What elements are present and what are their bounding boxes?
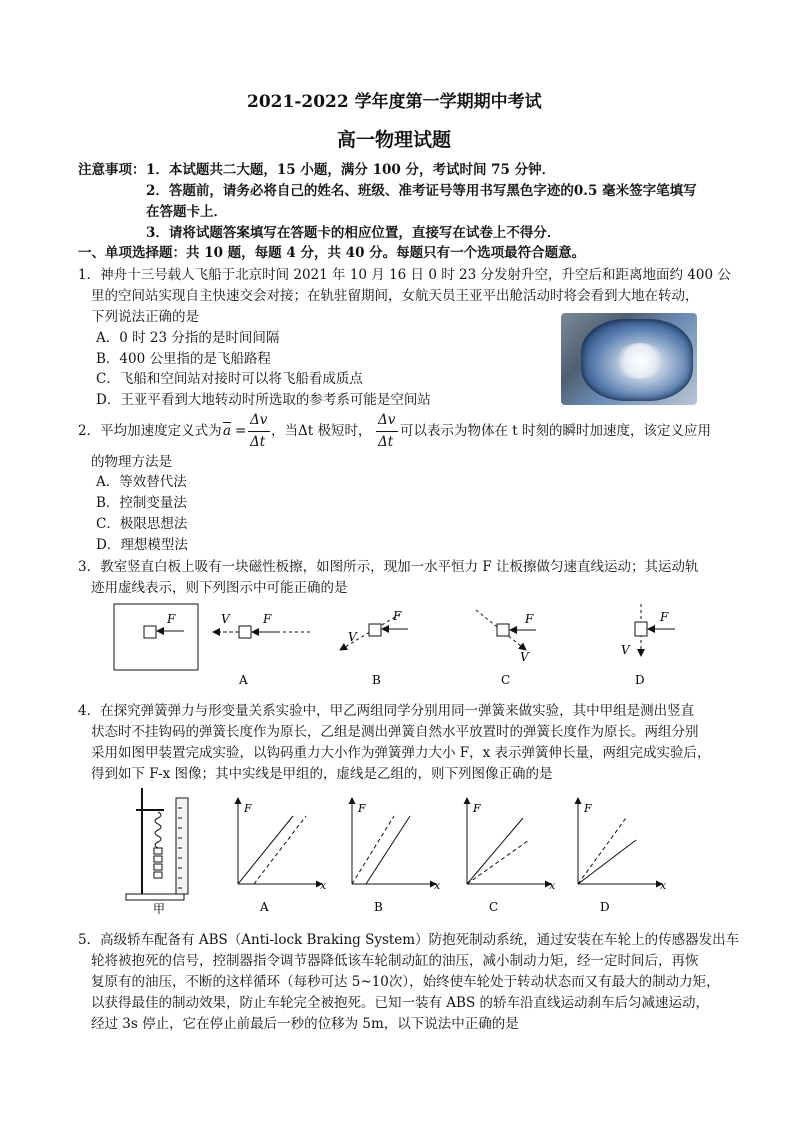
fx-graph-c <box>467 798 556 914</box>
axis-label-f: F <box>584 802 592 815</box>
solid-line-jia <box>238 816 293 884</box>
q4-line-1: 4．在探究弹簧弹力与形变量关系实验中，甲乙两组同学分别用同一弹簧来做实验，其中甲组是测出竖直 <box>78 703 695 719</box>
spring-apparatus <box>126 788 188 900</box>
cloud-patch <box>616 343 664 379</box>
solid-line-jia <box>366 816 410 884</box>
q2-prefix: 2．平均加速度定义式为 <box>78 423 222 439</box>
q5-line-2: 轮将被抱死的信号，控制器指令调节器降低该车轮制动缸的油压，减小制动力矩，经一定时间后，再恢 <box>91 953 699 969</box>
q2-option-a: A．等效替代法 <box>96 474 187 490</box>
q4-figure <box>120 784 680 916</box>
exam-subject-title: 高一物理试题 <box>337 129 452 151</box>
option-a-f-label: F <box>263 612 272 626</box>
q1-option-c: C．飞船和空间站对接时可以将飞船看成质点 <box>96 371 363 387</box>
q2-suffix: 可以表示为物体在 t 时刻的瞬时加速度，该定义应用 <box>400 423 712 439</box>
q1-option-a: A．0 时 23 分指的是时间间隔 <box>96 330 280 346</box>
eraser <box>144 626 156 638</box>
notes-item-1: 1．本试题共二大题，15 小题，满分 100 分，考试时间 75 分钟． <box>146 162 556 178</box>
q4-line-4: 得到如下 F-x 图像；其中实线是甲组的，虚线是乙组的，则下列图像正确的是 <box>91 766 553 782</box>
option-d-v-label: V <box>621 643 630 657</box>
option-c-eraser <box>497 624 509 636</box>
q3-line-1: 3．教室竖直白板上吸有一块磁性板擦，如图所示，现加一水平恒力 F 让板擦做匀速直线运动；其运动轨 <box>78 559 699 575</box>
exam-year-title: 2021-2022 学年度第一学期期中考试 <box>247 92 542 112</box>
option-a-label: A <box>239 673 248 687</box>
option-label: A <box>260 900 269 914</box>
q5-line-1: 5．高级轿车配备有 ABS（Anti-lock Braking System）防抱死制动系统，通过安装在车轮上的传感器发出车 <box>78 932 740 948</box>
option-c-v-label: V <box>520 650 529 664</box>
option-a-v-label: V <box>221 612 230 626</box>
option-b-label: B <box>372 673 381 687</box>
q3-line-2: 迹用虚线表示，则下列图示中可能正确的是 <box>91 580 348 596</box>
q5-line-5: 经过 3s 停止，它在停止前最后一秒的位移为 5m，以下说法中正确的是 <box>91 1016 519 1032</box>
q2-middle: ，当Δt 极短时， <box>271 423 372 439</box>
fx-graph-a <box>238 798 327 914</box>
q2-frac2-num: Δv <box>378 412 396 428</box>
axis-label-x: x <box>434 879 441 892</box>
q2-a-bar: $\overline{a}$ <box>223 423 232 439</box>
q2-equals: = <box>235 423 247 439</box>
q2-option-c: C．极限思想法 <box>96 516 188 532</box>
option-label: D <box>600 900 610 914</box>
q1-option-b: B．400 公里指的是飞船路程 <box>96 351 271 367</box>
q2-frac1-num: Δv <box>250 412 268 428</box>
axis-label-x: x <box>549 879 556 892</box>
earth-window-photo <box>561 313 697 405</box>
axis-label-f: F <box>358 802 366 815</box>
notes-item-2-cont: 在答题卡上． <box>146 204 227 220</box>
option-b-eraser <box>369 624 381 636</box>
q2-option-d: D．理想模型法 <box>96 537 188 553</box>
option-c-f-label: F <box>525 612 534 626</box>
solid-line-jia <box>578 840 636 884</box>
apparatus-label: 甲 <box>153 902 166 916</box>
notes-item-3: 3．请将试题答案填写在答题卡的相应位置，直接写在试卷上不得分． <box>146 225 561 241</box>
dashed-line-yi <box>578 818 626 884</box>
q4-line-3: 采用如图甲装置完成实验，以钩码重力大小作为弹簧弹力大小 F，x 表示弹簧伸长量，两组完成实验后， <box>91 745 711 761</box>
q2-line-2: 的物理方法是 <box>91 454 172 470</box>
dashed-line-yi <box>467 840 529 884</box>
notes-label: 注意事项： <box>78 162 146 178</box>
q5-line-3: 复原有的油压，不断的这样循环（每秒可达 5~10次），始终使车轮处于转动状态而又有最大的制动力矩， <box>91 974 720 990</box>
option-label: B <box>374 900 383 914</box>
notes-item-2: 2．答题前，请务必将自己的姓名、班级、准考证号等用书写黑色字迹的0.5 毫米签字笔填写 <box>146 183 697 199</box>
option-b-v-label: V <box>348 630 357 644</box>
q1-line-2: 里的空间站实现自主快速交会对接；在轨驻留期间，女航天员王亚平出舱活动时将会看到大地在转动， <box>91 288 699 304</box>
dashed-line-yi <box>254 816 306 884</box>
option-d-f-label: F <box>660 610 669 624</box>
axis-label-x: x <box>660 879 667 892</box>
force-label: F <box>167 612 176 626</box>
q2-option-b: B．控制变量法 <box>96 495 187 511</box>
axis-label-f: F <box>244 802 252 815</box>
q2-frac2-den: Δt <box>378 434 394 450</box>
q1-line-1: 1．神舟十三号载人飞船于北京时间 2021 年 10 月 16 日 0 时 23 分发射升空，升空后和距离地面约 400 公 <box>78 267 731 283</box>
axis-label-f: F <box>473 802 481 815</box>
fx-graph-b <box>352 798 441 914</box>
q4-line-2: 状态时不挂钩码的弹簧长度作为原长，乙组是测出弹簧自然水平放置时的弹簧长度作为原长。两组分别 <box>91 724 699 740</box>
section-heading: 一、单项选择题：共 10 题，每题 4 分，共 40 分。每题只有一个选项最符合题意。 <box>78 245 586 261</box>
option-d-eraser <box>635 622 647 636</box>
option-d-label: D <box>635 673 645 687</box>
fx-graph-d <box>578 798 667 914</box>
q1-line-3: 下列说法正确的是 <box>91 309 199 325</box>
option-c-label: C <box>501 673 511 687</box>
option-a-eraser <box>239 626 251 638</box>
axis-label-x: x <box>320 879 327 892</box>
option-label: C <box>489 900 499 914</box>
q5-line-4: 以获得最佳的制动效果，防止车轮完全被抱死。已知一装有 ABS 的轿车沿直线运动刹车后匀减速运动， <box>91 995 709 1011</box>
q1-option-d: D．王亚平看到大地转动时所选取的参考系可能是空间站 <box>96 392 431 408</box>
solid-line-jia <box>467 818 523 884</box>
q2-frac1-den: Δt <box>250 434 266 450</box>
q3-figure <box>100 598 700 690</box>
option-b-f-label: F <box>393 609 402 623</box>
